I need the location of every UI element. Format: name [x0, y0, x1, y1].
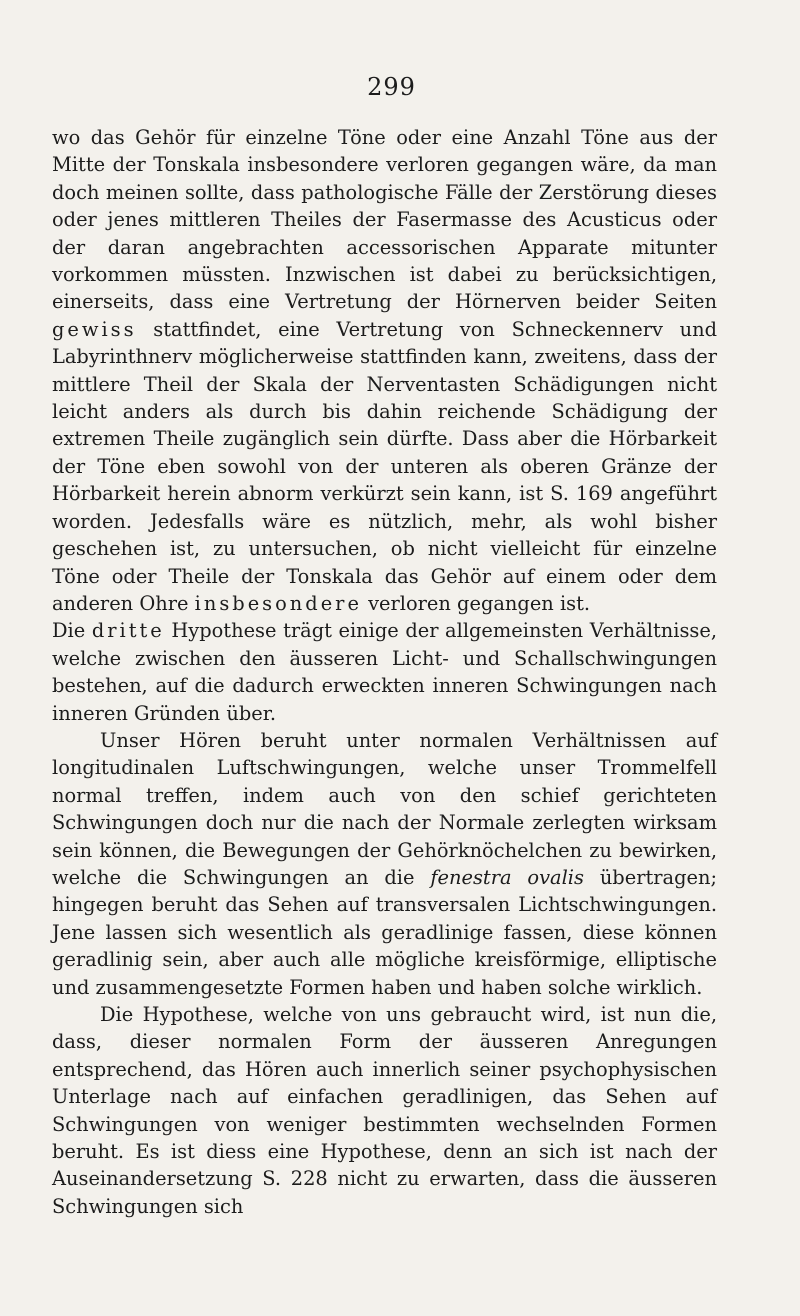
text-run: Hypothese trägt einige der allgemeinsten Verhältnisse, welche zwischen den äusseren Licht- und Schallschwingungen bestehen, auf die dadurch erweckten inneren Schwingungen nach inneren Gründen über. [52, 619, 717, 725]
paragraph [52, 1001, 717, 1220]
paragraph [52, 617, 717, 727]
text-run: übertragen; hingegen beruht das Sehen auf transversalen Lichtschwingungen. Jene lassen sich wesentlich als geradlinige fassen, diese können geradlinig sein, aber auch alle mögliche kreisförmige, elliptische und zusammengesetzte Formen haben und haben solche wirklich. [52, 865, 717, 999]
page-number: 299 [367, 73, 416, 101]
text-run: Die [52, 619, 92, 643]
emphasized-text: insbesondere [194, 591, 362, 615]
text-run: Die Hypothese, welche von uns gebraucht wird, ist nun die, dass, dieser normalen Form der äusseren Anregungen entsprechend, das Hören auch innerlich seiner psychophysischen Unterlage nach auf einfachen geradlinigen, das Sehen auf Schwingungen von weniger bestimmten wechselnden Formen beruht. Es ist diess eine Hypothese, denn an sich ist nach der Auseinandersetzung S. 228 nicht zu erwarten, dass die äusseren Schwingungen sich [52, 1003, 717, 1218]
emphasized-text: gewiss [52, 317, 137, 341]
italic-text: fenestra ovalis [430, 865, 584, 889]
text-run: wo das Gehör für einzelne Töne oder eine Anzahl Töne aus der Mitte der Tonskala insbesondere verloren gegangen wäre, da man doch meinen sollte, dass pathologische Fälle der Zerstörung dieses oder jenes mittleren Theiles der Fasermasse des Acusticus oder der daran angebrachten accessorischen Apparate mitunter vorkommen müssten. Inzwischen ist dabei zu berücksichtigen, einerseits, dass eine Vertretung der Hörnerven beider Seiten [52, 126, 717, 314]
text-run: Unser Hören beruht unter normalen Verhältnissen auf longitudinalen Luftschwingungen, welche unser Trommelfell normal treffen, indem auch von den schief gerichteten Schwingungen doch nur die nach der Normale zerlegten wirksam sein können, die Bewegungen der Gehörknöchelchen zu bewirken, welche die Schwingungen an die [52, 728, 717, 889]
emphasized-text: dritte [91, 619, 165, 643]
text-run: verloren gegangen ist. [361, 591, 591, 615]
paragraph [52, 124, 717, 617]
page-body [52, 124, 717, 1220]
paragraph [52, 727, 717, 1001]
text-run: stattfindet, eine Vertretung von Schneckennerv und Labyrinthnerv möglicherweise stattfinden kann, zweitens, dass der mittlere Theil der Skala der Nerventasten Schädigungen nicht leicht anders als durch bis dahin reichende Schädigung der extremen Theile zugänglich sein dürfte. Dass aber die Hörbarkeit der Töne eben sowohl von der unteren als oberen Gränze der Hörbarkeit herein abnorm verkürzt sein kann, ist S. 169 angeführt worden. Jedesfalls wäre es nützlich, mehr, als wohl bisher geschehen ist, zu untersuchen, ob nicht vielleicht für einzelne Töne oder Theile der Tonskala das Gehör auf einem oder dem anderen Ohre [52, 317, 717, 615]
